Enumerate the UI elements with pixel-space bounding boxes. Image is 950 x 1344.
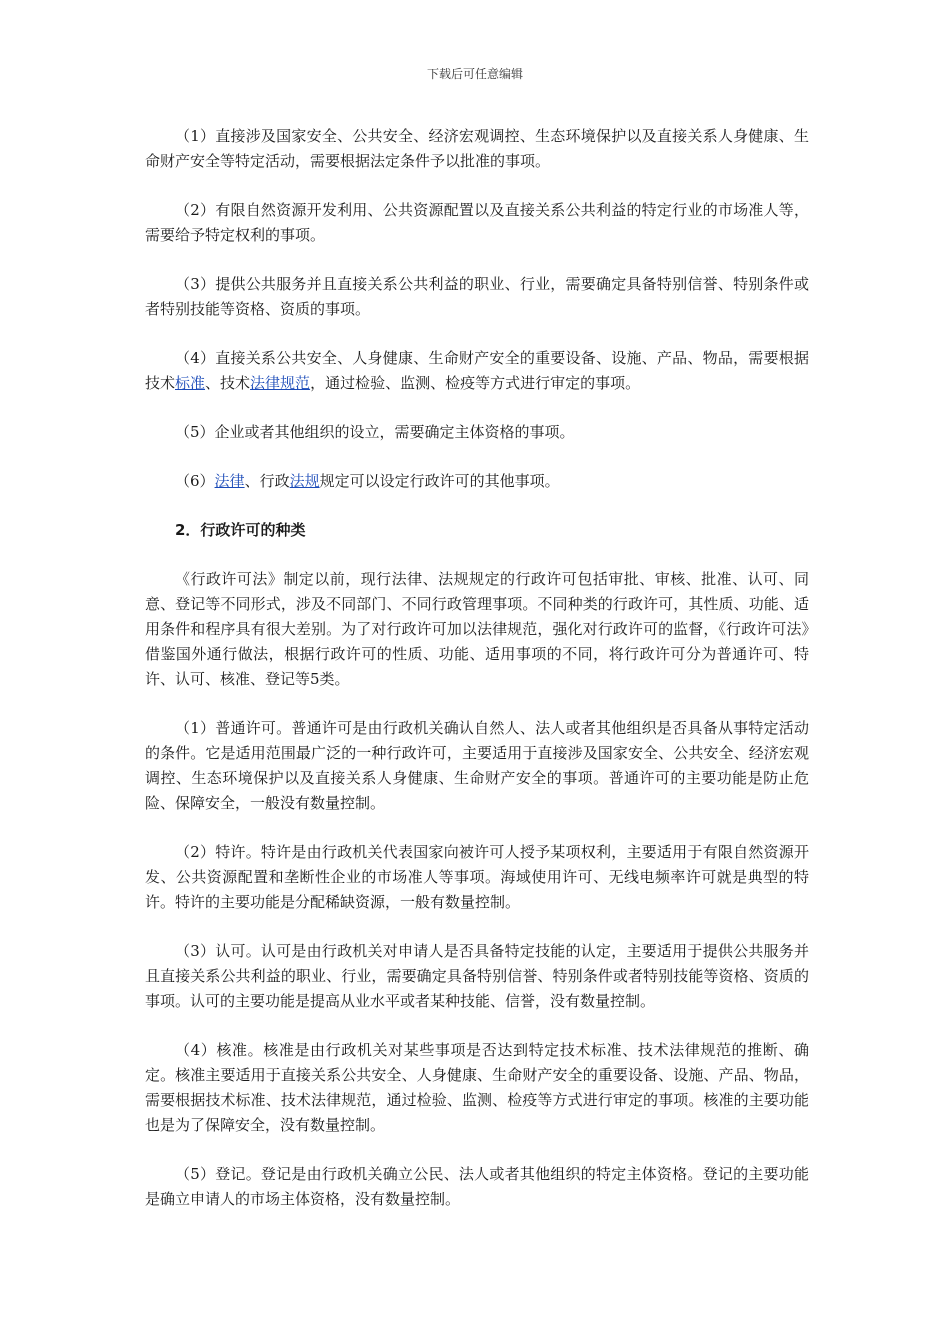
paragraph-text: 、技术	[205, 374, 251, 392]
paragraph-text: 规定可以设定行政许可的其他事项。	[319, 472, 560, 490]
document-body	[145, 124, 809, 1212]
paragraph-item-6	[145, 469, 809, 494]
paragraph-registration: （5）登记。登记是由行政机关确立公民、法人或者其他组织的特定主体资格。登记的主要功能是确立申请人的市场主体资格，没有数量控制。	[145, 1165, 809, 1208]
paragraph-text: （4）直接关系公共安全、人身健康、生命财产安全的重要设备、设施、产品、物品，需要根据技术	[145, 349, 809, 392]
paragraph-item-4	[145, 346, 809, 396]
paragraph-general-permit: （1）普通许可。普通许可是由行政机关确认自然人、法人或者其他组织是否具备从事特定活动的条件。它是适用范围最广泛的一种行政许可，主要适用于直接涉及国家安全、公共安全、经济宏观调控、生态环境保护以及直接关系人身健康、生命财产安全的事项。普通许可的主要功能是防止危险、保障安全，一般没有数量控制。	[145, 719, 809, 812]
paragraph-item-3: （3）提供公共服务并且直接关系公共利益的职业、行业，需要确定具备特别信誉、特别条件或者特别技能等资格、资质的事项。	[145, 275, 809, 318]
section-heading: 2．行政许可的种类	[175, 521, 306, 539]
link-legal-norms[interactable]: 法律规范	[250, 374, 311, 392]
link-law[interactable]: 法律	[214, 472, 245, 490]
paragraph-special-permit: （2）特许。特许是由行政机关代表国家向被许可人授予某项权利，主要适用于有限自然资源开发、公共资源配置和垄断性企业的市场准人等事项。海域使用许可、无线电频率许可就是典型的特许。特许的主要功能是分配稀缺资源，一般有数量控制。	[145, 843, 809, 911]
paragraph-text: ，通过检验、监测、检疫等方式进行审定的事项。	[310, 374, 641, 392]
paragraph-item-2: （2）有限自然资源开发利用、公共资源配置以及直接关系公共利益的特定行业的市场准人等，需要给予特定权利的事项。	[145, 201, 809, 244]
page-header: 下载后可任意编辑	[426, 67, 523, 81]
paragraph-item-1: （1）直接涉及国家安全、公共安全、经济宏观调控、生态环境保护以及直接关系人身健康、生命财产安全等特定活动，需要根据法定条件予以批准的事项。	[145, 127, 809, 170]
paragraph-intro: 《行政许可法》制定以前，现行法律、法规规定的行政许可包括审批、审核、批准、认可、同意、登记等不同形式，涉及不同部门、不同行政管理事项。不同种类的行政许可，其性质、功能、适用条件和程序具有很大差别。为了对行政许可加以法律规范，强化对行政许可的监督，《行政许可法》借鉴国外通行做法，根据行政许可的性质、功能、适用事项的不同，将行政许可分为普通许可、特许、认可、核准、登记等5类。	[145, 570, 809, 688]
paragraph-accreditation: （3）认可。认可是由行政机关对申请人是否具备特定技能的认定，主要适用于提供公共服务并且直接关系公共利益的职业、行业，需要确定具备特别信誉、特别条件或者特别技能等资格、资质的事项。认可的主要功能是提高从业水平或者某种技能、信誉，没有数量控制。	[145, 942, 809, 1010]
paragraph-approval: （4）核准。核准是由行政机关对某些事项是否达到特定技术标准、技术法律规范的推断、确定。核准主要适用于直接关系公共安全、人身健康、生命财产安全的重要设备、设施、产品、物品，需要根据技术标准、技术法律规范，通过检验、监测、检疫等方式进行审定的事项。核准的主要功能也是为了保障安全，没有数量控制。	[145, 1041, 809, 1134]
link-standard[interactable]: 标准	[175, 374, 206, 392]
paragraph-item-5: （5）企业或者其他组织的设立，需要确定主体资格的事项。	[175, 423, 575, 441]
paragraph-text: （6）	[175, 472, 215, 490]
link-regulations[interactable]: 法规	[289, 472, 320, 490]
paragraph-text: 、行政	[244, 472, 290, 490]
